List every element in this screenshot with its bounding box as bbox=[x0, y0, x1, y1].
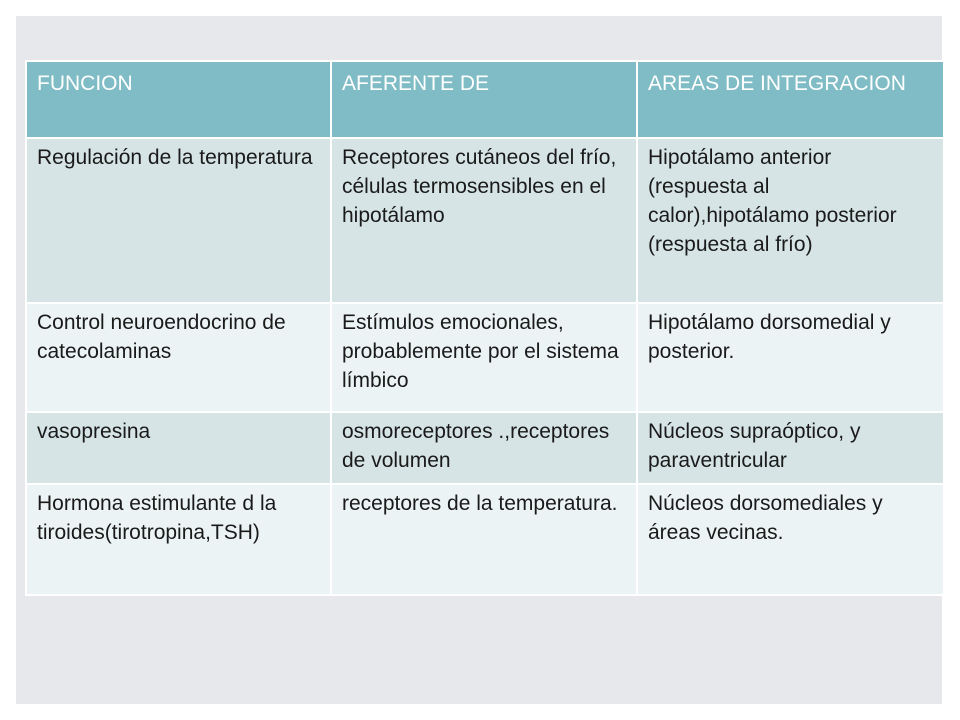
table-cell: vasopresina bbox=[26, 412, 331, 484]
table-cell: Receptores cutáneos del frío, células termosensibles en el hipotálamo bbox=[331, 138, 637, 303]
table-cell: Hipotálamo dorsomedial y posterior. bbox=[637, 303, 944, 412]
table-cell: Control neuroendocrino de catecolaminas bbox=[26, 303, 331, 412]
table-header-row bbox=[26, 61, 944, 138]
hypothalamus-function-table bbox=[25, 60, 945, 596]
table-row bbox=[26, 412, 944, 484]
table-row bbox=[26, 138, 944, 303]
table-row bbox=[26, 484, 944, 595]
table-cell: Estímulos emocionales, probablemente por el sistema límbico bbox=[331, 303, 637, 412]
table-cell: Hormona estimulante d la tiroides(tirotropina,TSH) bbox=[26, 484, 331, 595]
header-funcion: FUNCION bbox=[26, 61, 331, 138]
header-aferente: AFERENTE DE bbox=[331, 61, 637, 138]
table-row bbox=[26, 303, 944, 412]
table-cell: osmoreceptores .,receptores de volumen bbox=[331, 412, 637, 484]
table-cell: Núcleos dorsomediales y áreas vecinas. bbox=[637, 484, 944, 595]
table-cell: Núcleos supraóptico, y paraventricular bbox=[637, 412, 944, 484]
table-cell: Regulación de la temperatura bbox=[26, 138, 331, 303]
table-cell: Hipotálamo anterior (respuesta al calor),hipotálamo posterior (respuesta al frío) bbox=[637, 138, 944, 303]
slide-background bbox=[16, 16, 942, 704]
table-cell: receptores de la temperatura. bbox=[331, 484, 637, 595]
header-areas: AREAS DE INTEGRACION bbox=[637, 61, 944, 138]
